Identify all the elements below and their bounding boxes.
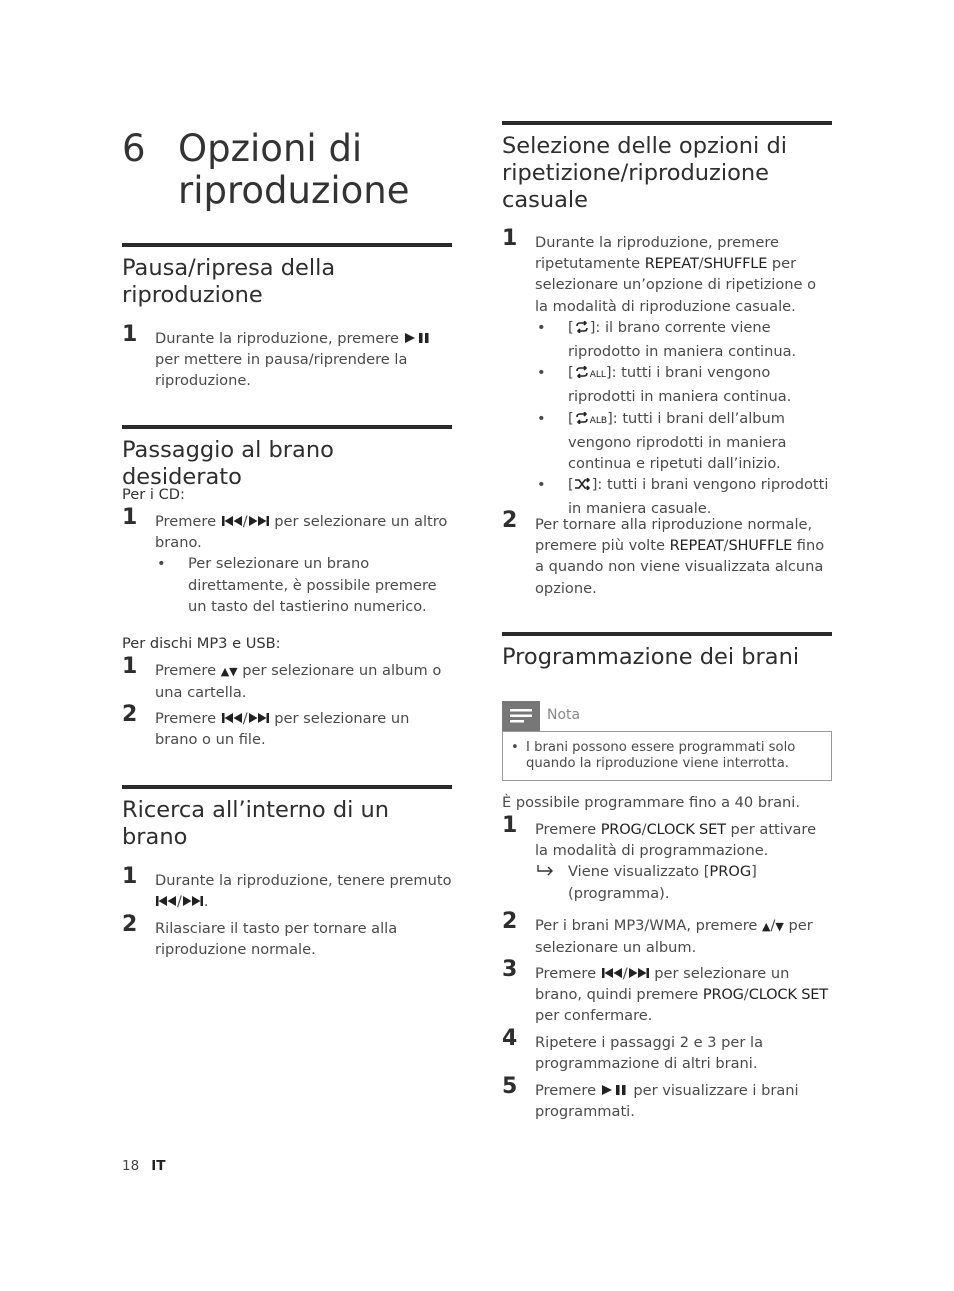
step-number: 1 [122, 864, 138, 889]
next-track-icon [248, 515, 270, 527]
previous-track-icon [221, 515, 243, 527]
step-number: 2 [122, 702, 138, 727]
step-number: 2 [502, 508, 518, 533]
key-label: PROG [709, 863, 752, 881]
step-text: per selezionare un album o una cartella. [155, 662, 442, 702]
step-text: per selezionare un brano o un file. [155, 710, 410, 749]
repeat-icon [574, 412, 590, 424]
down-arrow: ▼ [775, 920, 784, 933]
step-text: Premere [535, 965, 601, 982]
program-step-3 [502, 957, 832, 1027]
step-text: Rilasciare il tasto per tornare alla riproduzione normale. [155, 920, 398, 959]
bullet-text: : tutti i brani vengono riprodotti in maniera continua. [568, 364, 792, 406]
bullet-dot: • [537, 476, 546, 494]
step-text: Premere [155, 662, 221, 679]
step-number: 2 [122, 912, 138, 937]
chapter-title: Opzioni di riproduzione [178, 127, 410, 212]
section-heading: Selezione delle opzioni di ripetizione/riproduzione casuale [502, 133, 787, 213]
step-number: 2 [502, 909, 518, 934]
bullet-text: : il brano corrente viene riprodotto in maniera continua. [568, 318, 797, 361]
step-text: per selezionare un’opzione di ripetizione o la modalità di riproduzione casuale. [535, 255, 817, 315]
section-search [122, 785, 452, 851]
repeat-bullet-1: • [ ]: il brano corrente viene riprodotto in maniera continua. [537, 318, 797, 361]
step-text: Durante la riproduzione, premere [155, 330, 404, 347]
section-heading: Programmazione dei brani [502, 644, 800, 670]
mp3-step-1 [122, 654, 452, 703]
program-step-4 [502, 1026, 832, 1074]
previous-track-icon [601, 967, 623, 979]
shuffle-icon [574, 478, 592, 490]
repeat-icon [574, 366, 590, 378]
page-footer [122, 1158, 165, 1174]
separator: / [622, 965, 628, 982]
step-number: 1 [502, 226, 518, 251]
section-pause [122, 243, 452, 309]
step-text: per selezionare un brano, quindi premere [535, 965, 790, 1004]
intro-text: È possibile programmare fino a 40 brani. [502, 794, 801, 811]
section-skip [122, 425, 452, 491]
next-track-icon [182, 895, 204, 907]
bullet-dot: • [157, 555, 166, 573]
bullet-dot: • [537, 364, 546, 382]
program-result [535, 861, 832, 903]
bullet-text: Per selezionare un brano direttamente, è possibile premere un tasto del tastierino numerico. [188, 555, 437, 615]
separator: / [242, 710, 248, 727]
bullet-text: : tutti i brani vengono riprodotti in maniera casuale. [568, 476, 829, 518]
pause-step-1 [122, 322, 452, 392]
repeat-bullet-4: • [ ]: tutti i brani vengono riprodotti in maniera casuale. [537, 476, 829, 518]
next-track-icon [628, 967, 650, 979]
note-label: Nota [547, 707, 581, 723]
note-box [502, 701, 832, 781]
section-heading: Ricerca all’interno di un brano [122, 797, 390, 850]
mp3-label: Per dischi MP3 e USB: [122, 635, 281, 652]
step-number: 1 [502, 813, 518, 838]
step-text: fino a quando non viene visualizzata alcuna opzione. [535, 537, 825, 597]
step-number: 4 [502, 1026, 518, 1051]
key-label: CLOCK SET [748, 986, 829, 1004]
section-heading: Pausa/ripresa della riproduzione [122, 255, 336, 308]
key-label: SHUFFLE [728, 537, 793, 555]
program-step-2 [502, 909, 832, 958]
bullet-dot: • [537, 318, 546, 336]
bullet-dot: • [537, 409, 546, 427]
separator: / [177, 893, 182, 911]
page-number: 18 [122, 1158, 140, 1174]
up-arrow: ▲ [762, 920, 771, 933]
separator: / [723, 537, 729, 555]
separator: / [770, 917, 776, 934]
previous-track-icon [221, 712, 243, 724]
program-intro [502, 792, 832, 813]
note-content [502, 731, 832, 781]
chapter-number: 6 [122, 127, 146, 170]
repeat-icon [574, 321, 590, 333]
separator: / [641, 821, 647, 838]
step-text: Durante la riproduzione, premere ripetutamente [535, 234, 780, 273]
section-repeat [502, 121, 832, 214]
repeat-bullet-2: • [ ALL]: tutti i brani vengono riprodotti in maniera continua. [537, 364, 792, 406]
note-lines-icon [502, 701, 540, 731]
result-text: Viene visualizzato [ [568, 863, 710, 881]
up-down-arrows: ▲▼ [220, 665, 238, 678]
step-text: Durante la riproduzione, tenere premuto [155, 872, 452, 889]
separator: / [242, 513, 248, 530]
program-step-1 [502, 813, 832, 904]
key-label: CLOCK SET [646, 821, 726, 838]
step-number: 1 [122, 654, 138, 679]
step-number: 5 [502, 1074, 518, 1099]
step-text: Ripetere i passaggi 2 e 3 per la programmazione di altri brani. [535, 1034, 764, 1073]
key-label: PROG [702, 986, 744, 1004]
separator: / [743, 986, 749, 1004]
cd-step-1 [122, 505, 452, 617]
step-text: per selezionare un album. [535, 917, 813, 957]
step-text: per visualizzare i brani programmati. [535, 1082, 799, 1121]
key-label: SHUFFLE [703, 255, 768, 273]
step-number: 3 [502, 957, 518, 982]
repeat-badge: ALB [589, 415, 608, 426]
cd-label: Per i CD: [122, 486, 185, 503]
section-program [502, 632, 832, 671]
step-text: Per tornare alla riproduzione normale, premere più volte [535, 516, 813, 555]
next-track-icon [248, 712, 270, 724]
program-step-5 [502, 1074, 832, 1122]
play-pause-icon [404, 332, 432, 344]
step-text: Premere [155, 710, 221, 727]
key-label: REPEAT [669, 537, 724, 555]
previous-track-icon [155, 895, 177, 907]
step-number: 1 [122, 322, 138, 347]
step-number: 1 [122, 505, 138, 530]
step-text: Premere [535, 1082, 601, 1099]
note-text: I brani possono essere programmati solo quando la riproduzione viene interrotta. [526, 740, 796, 771]
cd-bullet [155, 553, 452, 617]
step-text: per attivare la modalità di programmazione. [535, 821, 817, 860]
result-text: ] (programma). [568, 863, 757, 902]
step-text: per mettere in pausa/riprendere la riproduzione. [155, 351, 408, 390]
note-header [502, 701, 832, 731]
key-label: REPEAT [644, 255, 699, 273]
language-code: IT [151, 1158, 166, 1174]
key-label: PROG [600, 821, 642, 838]
repeat-badge: ALL [589, 370, 606, 381]
step-text: per confermare. [535, 1007, 653, 1025]
step-text: per selezionare un altro brano. [155, 513, 448, 552]
mp3-step-2 [122, 702, 452, 750]
repeat-step-1 [502, 226, 832, 520]
search-step-2 [122, 912, 452, 960]
bullet-dot: • [511, 740, 519, 755]
step-text: . [203, 893, 209, 911]
search-step-1 [122, 864, 452, 912]
step-text: Premere [155, 513, 221, 530]
separator: / [698, 255, 704, 273]
section-heading: Passaggio al brano desiderato [122, 437, 334, 490]
repeat-step-2 [502, 508, 832, 599]
bullet-text: : tutti i brani dell’album vengono riprodotti in maniera continua e ripetuti dall’inizio. [568, 409, 787, 473]
step-text: Premere [535, 821, 601, 838]
step-text: Per i brani MP3/WMA, premere [535, 917, 763, 934]
result-arrow-icon [537, 861, 555, 882]
note-icon [502, 701, 540, 731]
play-pause-icon [601, 1084, 629, 1096]
repeat-bullet-3: • [ ALB]: tutti i brani dell’album vengono riprodotti in maniera continua e ripetuti dall’inizio. [537, 409, 787, 473]
